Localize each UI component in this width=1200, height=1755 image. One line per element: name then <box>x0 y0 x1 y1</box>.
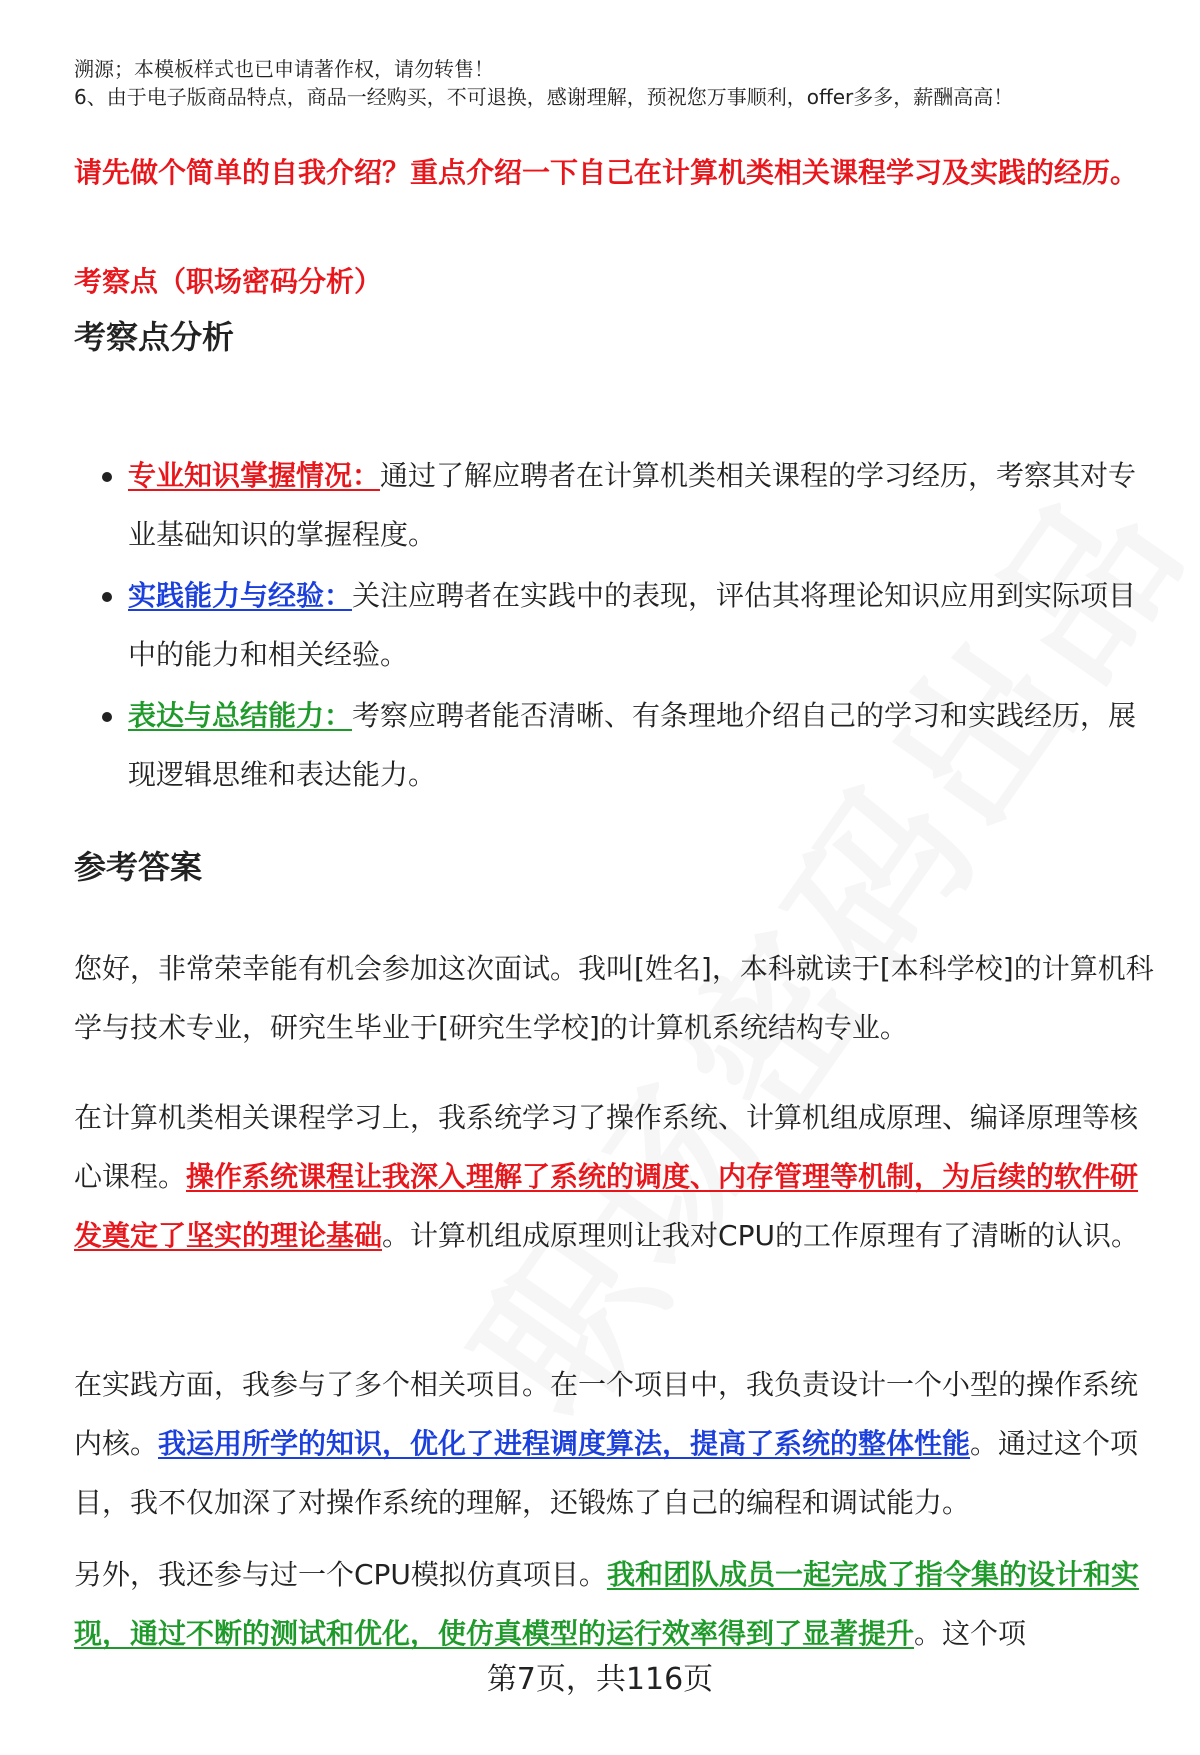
list-item <box>74 686 1164 804</box>
item-text: 通过了解应聘者在计算机类相关课程的学习经历，考察其对专业基础知识的掌握程度。 <box>128 459 1137 551</box>
bullet-icon <box>102 472 112 482</box>
bullet-icon <box>102 592 112 602</box>
paragraph-text: 另外，我还参与过一个CPU模拟仿真项目。 <box>74 1558 607 1591</box>
analysis-label: 考察点（职场密码分析） <box>74 265 383 298</box>
list-item <box>74 446 1164 564</box>
paragraph-text: 。计算机组成原理则让我对CPU的工作原理有了清晰的认识。 <box>382 1219 1139 1252</box>
paragraph-text: 在实践方面，我参与了多个相关项目。在一个项目中，我负责设计一个小型的操作系统内核。 <box>74 1368 1139 1460</box>
answer-paragraph-1: 您好，非常荣幸能有机会参加这次面试。我叫[姓名]，本科就读于[本科学校]的计算机科学与技术专业，研究生毕业于[研究生学校]的计算机系统结构专业。 <box>74 952 1154 1044</box>
highlight-text: 我和团队成员一起完成了指令集的设计和实现，通过不断的测试和优化，使仿真模型的运行效率得到了显著提升 <box>74 1558 1139 1650</box>
analysis-list <box>74 446 1164 806</box>
list-item <box>74 566 1164 684</box>
highlight-text: 我运用所学的知识，优化了进程调度算法，提高了系统的整体性能 <box>158 1427 971 1460</box>
item-text: 关注应聘者在实践中的表现，评估其将理论知识应用到实际项目中的能力和相关经验。 <box>128 579 1137 671</box>
keyword: 实践能力与经验： <box>128 579 353 612</box>
paragraph-text: 。这个项 <box>914 1617 1027 1650</box>
notice-line-2: 6、由于电子版商品特点，商品一经购买，不可退换，感谢理解，预祝您万事顺利，offer多多，薪酬高高！ <box>74 85 1014 109</box>
page-number: 第7页，共116页 <box>486 1662 714 1697</box>
bullet-icon <box>102 712 112 722</box>
interview-question: 请先做个简单的自我介绍？重点介绍一下自己在计算机类相关课程学习及实践的经历。 <box>74 156 1139 189</box>
analysis-heading: 考察点分析 <box>74 318 235 356</box>
notice-line-1: 溯源；本模板样式也已申请著作权，请勿转售！ <box>74 57 494 81</box>
highlight-text: 操作系统课程让我深入理解了系统的调度、内存管理等机制，为后续的软件研发奠定了坚实的理论基础 <box>74 1160 1139 1252</box>
answer-heading: 参考答案 <box>74 848 203 886</box>
answer-paragraph-2 <box>74 1088 1164 1265</box>
paragraph-text: 。通过这个项目，我不仅加深了对操作系统的理解，还锻炼了自己的编程和调试能力。 <box>74 1427 1139 1519</box>
paragraph-text: 在计算机类相关课程学习上，我系统学习了操作系统、计算机组成原理、编译原理等核心课程。 <box>74 1101 1139 1193</box>
item-text: 考察应聘者能否清晰、有条理地介绍自己的学习和实践经历，展现逻辑思维和表达能力。 <box>128 699 1137 791</box>
keyword: 表达与总结能力： <box>128 699 353 732</box>
answer-paragraph-4 <box>74 1545 1164 1663</box>
answer-paragraph-3 <box>74 1355 1164 1532</box>
keyword: 专业知识掌握情况： <box>128 459 381 492</box>
